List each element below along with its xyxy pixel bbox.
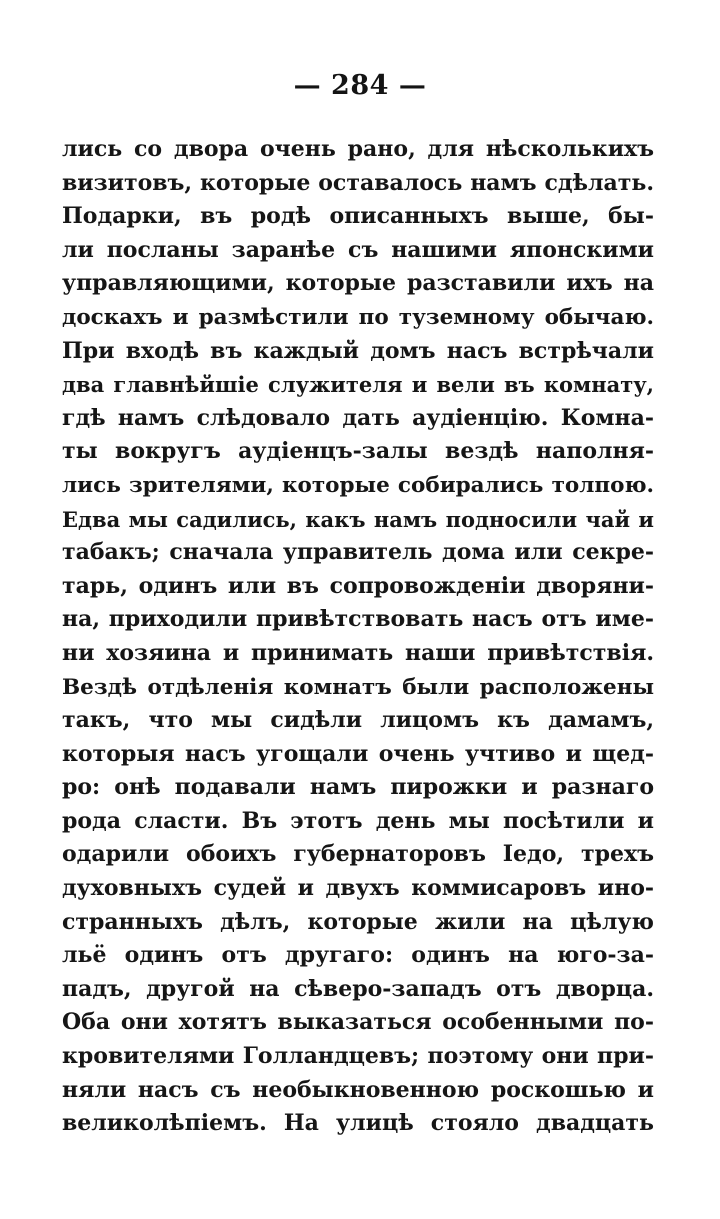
text-line: которыя насъ угощали очень учтиво и щед- — [62, 740, 654, 767]
text-line: ро: онѣ подавали намъ пирожки и разнаго — [62, 774, 654, 801]
text-line: на, приходили привѣтствовать насъ отъ име- — [62, 606, 654, 633]
body-text — [62, 133, 654, 1141]
text-line: великолѣпіемъ. На улицѣ стояло двадцать — [62, 1110, 654, 1137]
text-line: ли посланы заранѣе съ нашими японскими — [62, 236, 654, 263]
text-line: доскахъ и размѣстили по туземному обычаю. — [62, 304, 654, 330]
text-line: рода сласти. Въ этотъ день мы посѣтили и — [62, 807, 654, 834]
text-line: тарь, одинъ или въ сопровожденіи дворяни- — [62, 572, 654, 599]
text-line: табакъ; сначала управитель дома или секре- — [62, 539, 654, 566]
text-line: лись зрителями, которые собирались толпою. — [62, 472, 654, 498]
text-line: такъ, что мы сидѣли лицомъ къ дамамъ, — [62, 707, 654, 734]
text-line: два главнѣйшіе служителя и вели въ комнату, — [62, 372, 654, 398]
text-line: Подарки, въ родѣ описанныхъ выше, бы- — [62, 203, 654, 230]
text-line: духовныхъ судей и двухъ коммисаровъ ино- — [62, 875, 654, 902]
text-line: Едва мы садились, какъ намъ подносили чай и — [62, 506, 654, 532]
text-line: управляющими, которые разставили ихъ на — [62, 270, 654, 297]
text-line: гдѣ намъ слѣдовало дать аудіенцію. Комна- — [62, 404, 654, 431]
text-line: ни хозяина и принимать наши привѣтствія. — [62, 639, 654, 666]
page-number-header: — 284 — — [293, 70, 427, 101]
text-line: одарили обоихъ губернаторовъ Іедо, трехъ — [62, 841, 654, 868]
text-line: ты вокругъ аудіенцъ-залы вездѣ наполня- — [62, 438, 654, 465]
text-line: Вездѣ отдѣленія комнатъ были расположены — [62, 674, 654, 700]
text-line: визитовъ, которые оставалось намъ сдѣлать. — [62, 169, 654, 196]
text-line: падъ, другой на сѣверо-западъ отъ дворца. — [62, 975, 654, 1002]
text-line: льё одинъ отъ другаго: одинъ на юго-за- — [62, 942, 654, 969]
text-line: лись со двора очень рано, для нѣсколькихъ — [62, 136, 654, 162]
text-line: няли насъ съ необыкновенною роскошью и — [62, 1076, 654, 1103]
text-line: странныхъ дѣлъ, которые жили на цѣлую — [62, 908, 654, 935]
text-line: Оба они хотятъ выказаться особенными по- — [62, 1009, 654, 1036]
text-line: кровителями Голландцевъ; поэтому они при- — [62, 1043, 654, 1070]
text-line: При входѣ въ каждый домъ насъ встрѣчали — [62, 337, 654, 364]
